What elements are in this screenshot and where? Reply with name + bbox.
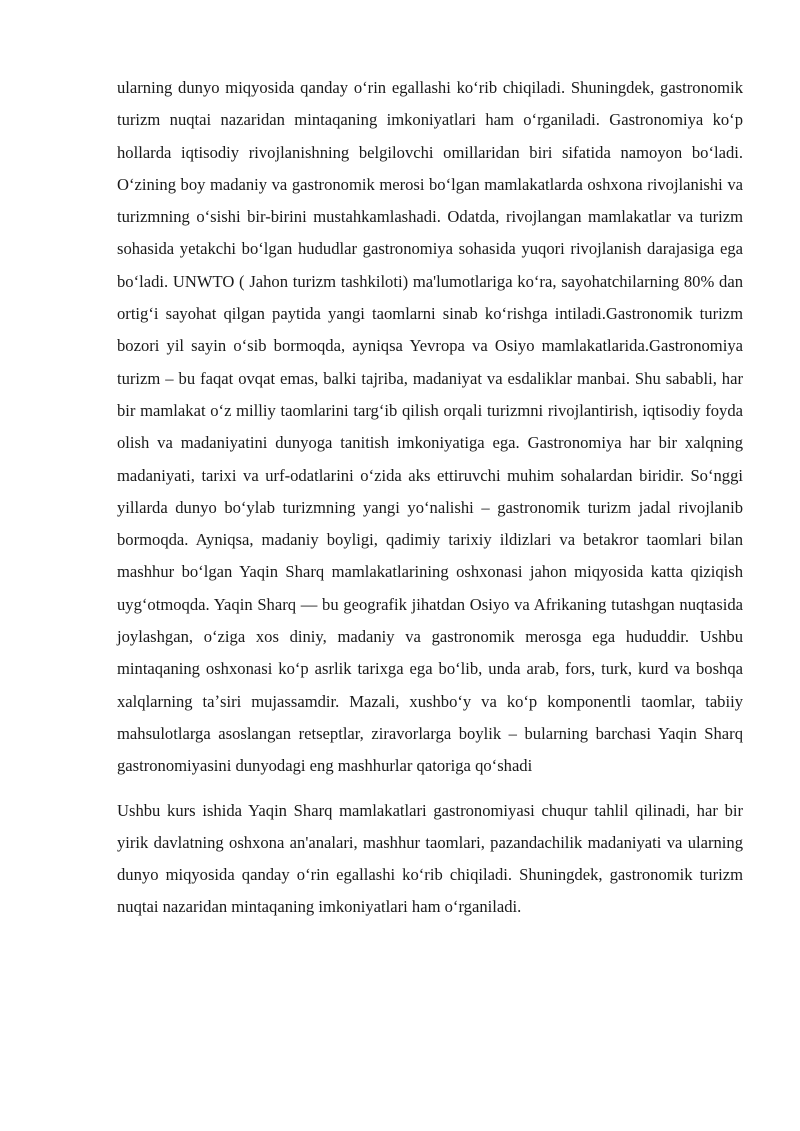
body-paragraph: ularning dunyo miqyosida qanday oʻrin egallashi koʻrib chiqiladi. Shuningdek, gastronomik turizm nuqtai nazaridan mintaqaning imkoniyatlari ham oʻrganiladi. Gastronomiya koʻp hollarda iqtisodiy rivojlanishning belgilovchi omillaridan biri sifatida namoyon boʻladi. Oʻzining boy madaniy va gastronomik merosi boʻlgan mamlakatlarda oshxona rivojlanishi va turizmning oʻsishi bir-birini mustahkamlashadi. Odatda, rivojlangan mamlakatlar va turizm sohasida yetakchi boʻlgan hududlar gastronomiya sohasida yuqori rivojlanish darajasiga ega boʻladi. UNWTO ( Jahon turizm tashkiloti) ma'lumotlariga koʻra, sayohatchilarning 80% dan ortigʻi sayohat qilgan paytida yangi taomlarni sinab koʻrishga intiladi.Gastronomik turizm bozori yil sayin oʻsib bormoqda, ayniqsa Yevropa va Osiyo mamlakatlarida.Gastronomiya turizm – bu faqat ovqat emas, balki tajriba, madaniyat va esdaliklar manbai. Shu sababli, har bir mamlakat oʻz milliy taomlarini targʻib qilish orqali turizmni rivojlantirish, iqtisodiy foyda olish va madaniyatini dunyoga tanitish imkoniyatiga ega. Gastronomiya har bir xalqning madaniyati, tarixi va urf-odatlarini oʻzida aks ettiruvchi muhim sohalardan biridir. Soʻnggi yillarda dunyo boʻylab turizmning yangi yoʻnalishi – gastronomik turizm jadal rivojlanib bormoqda. Ayniqsa, madaniy boyligi, qadimiy tarixiy ildizlari va betakror taomlari bilan mashhur boʻlgan Yaqin Sharq mamlakatlarining oshxonasi jahon miqyosida katta qiziqish uygʻotmoqda. Yaqin Sharq — bu geografik jihatdan Osiyo va Afrikaning tutashgan nuqtasida joylashgan, oʻziga xos diniy, madaniy va gastronomik merosga ega hududdir. Ushbu mintaqaning oshxonasi koʻp asrlik tarixga ega boʻlib, unda arab, fors, turk, kurd va boshqa xalqlarning taʼsiri mujassamdir. Mazali, xushboʻy va koʻp komponentli taomlar, tabiiy mahsulotlarga asoslangan retseptlar, ziravorlarga boylik – bularning barchasi Yaqin Sharq gastronomiyasini dunyodagi eng mashhurlar qatoriga qoʻshadi [117,78,743,776]
document-body [117,72,743,924]
body-paragraph: Ushbu kurs ishida Yaqin Sharq mamlakatlari gastronomiyasi chuqur tahlil qilinadi, har bir yirik davlatning oshxona an'analari, mashhur taomlari, pazandachilik madaniyati va ularning dunyo miqyosida qanday oʻrin egallashi koʻrib chiqiladi. Shuningdek, gastronomik turizm nuqtai nazaridan mintaqaning imkoniyatlari ham oʻrganiladi. [117,800,743,917]
